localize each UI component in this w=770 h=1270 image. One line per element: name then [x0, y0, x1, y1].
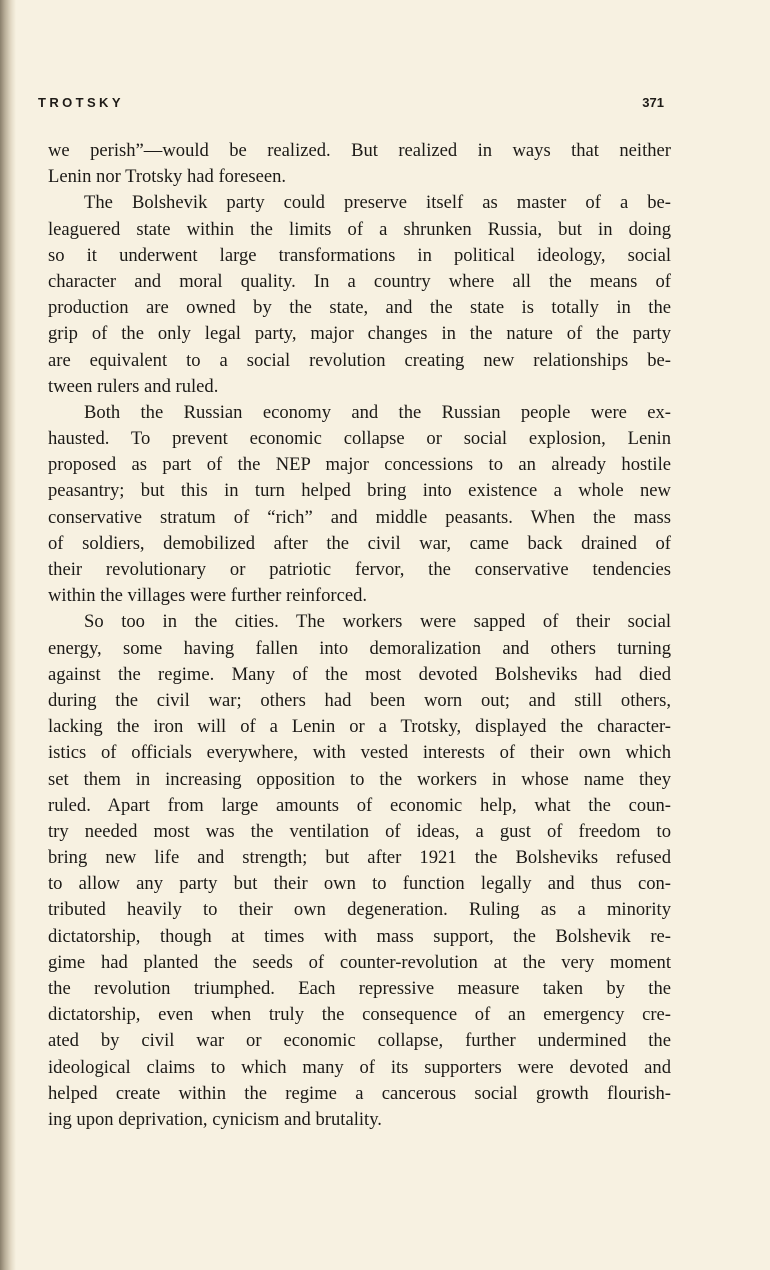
text-line: tween rulers and ruled. [48, 375, 219, 397]
text-line: during the civil war; others had been worn out; and still others, [48, 689, 671, 711]
text-line: energy, some having fallen into demoralization and others turning [48, 637, 671, 659]
text-line: leaguered state within the limits of a shrunken Russia, but in doing [48, 218, 671, 240]
text-line: proposed as part of the NEP major concessions to an already hostile [48, 454, 671, 476]
text-line: to allow any party but their own to function legally and thus con- [48, 873, 671, 895]
text-line: of soldiers, demobilized after the civil war, came back drained of [48, 532, 671, 554]
text-line: conservative stratum of “rich” and middle peasants. When the mass [48, 506, 671, 528]
text-line: so it underwent large transformations in political ideology, social [48, 244, 671, 266]
text-line: dictatorship, even when truly the consequence of an emergency cre- [48, 1004, 671, 1026]
text-line: Lenin nor Trotsky had foreseen. [48, 166, 287, 188]
text-line: istics of officials everywhere, with vested interests of their own which [48, 742, 671, 764]
text-line: Both the Russian economy and the Russian people were ex- [84, 401, 671, 423]
text-line: their revolutionary or patriotic fervor, the conservative tendencies [48, 559, 671, 580]
text-line: ideological claims to which many of its supporters were devoted and [48, 1056, 671, 1078]
text-line: hausted. To prevent economic collapse or social explosion, Lenin [48, 428, 671, 450]
text-line: bring new life and strength; but after 1921 the Bolsheviks refused [48, 847, 671, 869]
text-line: set them in increasing opposition to the workers in whose name they [48, 768, 671, 790]
running-head [38, 95, 670, 115]
text-line: ated by civil war or economic collapse, further undermined the [48, 1030, 671, 1052]
text-line: ing upon deprivation, cynicism and brutality. [48, 1108, 382, 1130]
text-line: helped create within the regime a cancerous social growth flourish- [48, 1082, 671, 1104]
page-number: 371 [642, 95, 664, 110]
text-line: are equivalent to a social revolution creating new relationships be- [48, 349, 671, 371]
text-line: lacking the iron will of a Lenin or a Trotsky, displayed the character- [48, 716, 671, 738]
text-line: So too in the cities. The workers were sapped of their social [84, 611, 671, 633]
text-line: gime had planted the seeds of counter-revolution at the very moment [48, 951, 671, 973]
running-head-title: TROTSKY [38, 95, 124, 110]
text-line: grip of the only legal party, major changes in the nature of the party [48, 323, 671, 345]
text-line: the revolution triumphed. Each repressive measure taken by the [48, 978, 671, 999]
text-line: we perish”—would be realized. But realized in ways that neither [48, 140, 671, 161]
body-text [48, 138, 671, 1133]
text-line: tributed heavily to their own degeneration. Ruling as a minority [48, 899, 671, 921]
text-line: dictatorship, though at times with mass support, the Bolshevik re- [48, 925, 671, 947]
text-line: try needed most was the ventilation of ideas, a gust of freedom to [48, 820, 671, 842]
text-line: ruled. Apart from large amounts of economic help, what the coun- [48, 794, 671, 816]
text-line: against the regime. Many of the most devoted Bolsheviks had died [48, 663, 671, 685]
text-line: The Bolshevik party could preserve itself as master of a be- [84, 192, 671, 214]
text-line: production are owned by the state, and the state is totally in the [48, 297, 671, 319]
text-line: character and moral quality. In a country where all the means of [48, 270, 671, 292]
text-line: peasantry; but this in turn helped bring into existence a whole new [48, 480, 671, 502]
text-line: within the villages were further reinforced. [48, 585, 368, 607]
